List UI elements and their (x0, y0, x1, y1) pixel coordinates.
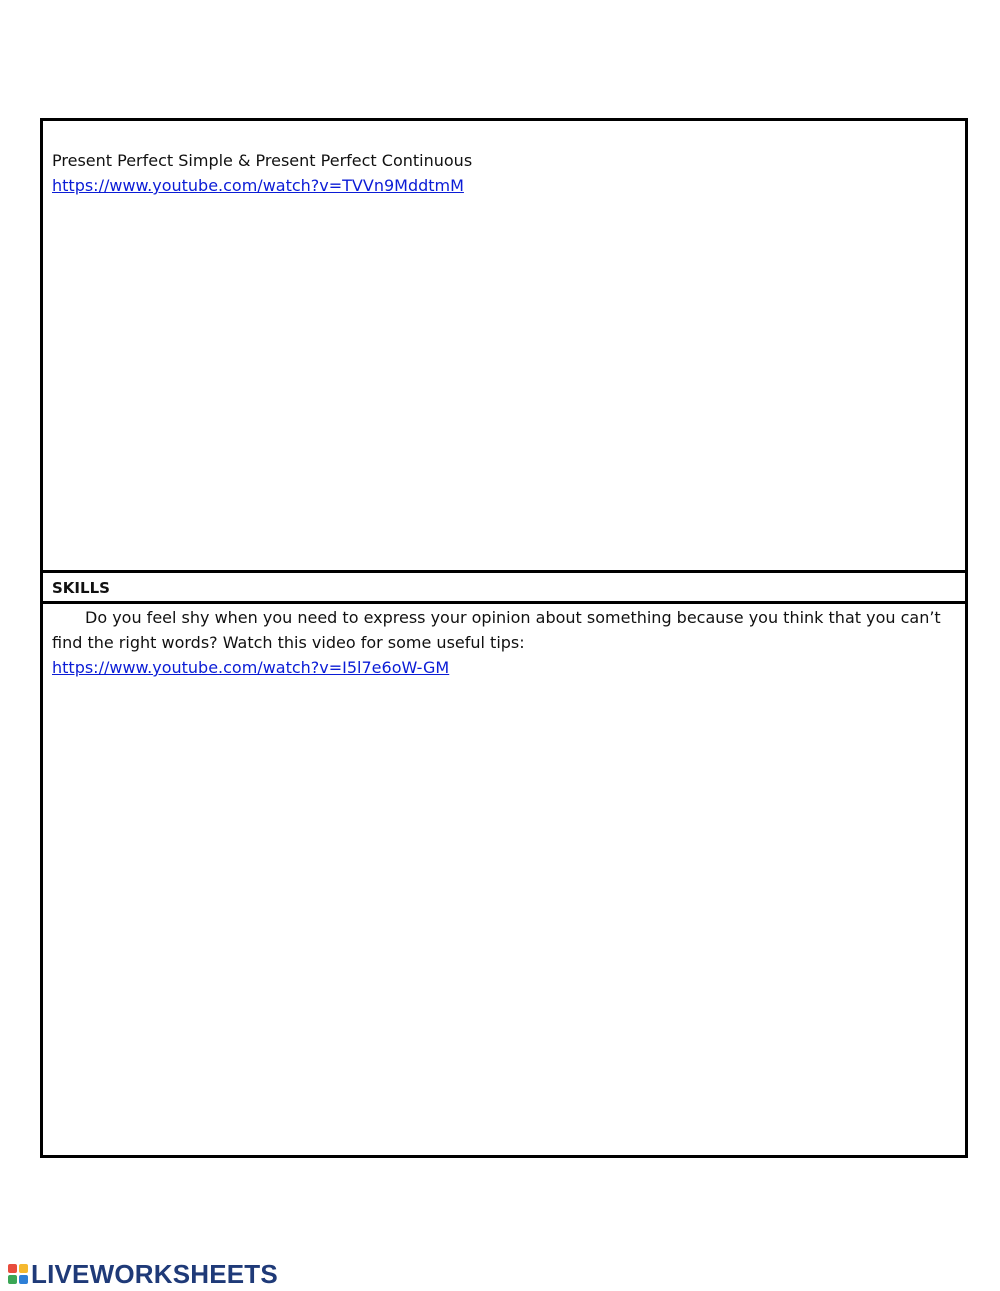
skills-header-cell (43, 573, 965, 604)
logo-block-red (8, 1264, 17, 1273)
logo-block-yellow (19, 1264, 28, 1273)
skills-video-link[interactable]: https://www.youtube.com/watch?v=I5l7e6oW-GM (52, 658, 450, 677)
video-cell-skills (43, 604, 965, 1155)
worksheet-table (40, 118, 968, 1158)
grammar-topic-title: Present Perfect Simple & Present Perfect Continuous (52, 151, 473, 170)
skills-intro-paragraph: Do you feel shy when you need to express your opinion about something because you think that you can’t find the right words? Watch this video for some useful tips: (52, 608, 941, 652)
grammar-video-link[interactable]: https://www.youtube.com/watch?v=TVVn9MddtmM (52, 176, 464, 195)
liveworksheets-logo[interactable] (8, 1260, 278, 1288)
logo-block-green (8, 1275, 17, 1284)
logo-wordmark: LIVEWORKSHEETS (31, 1259, 278, 1289)
video-cell-grammar (43, 121, 965, 573)
logo-block-blue (19, 1275, 28, 1284)
skills-header: SKILLS (52, 579, 110, 597)
logo-blocks-icon (8, 1264, 28, 1284)
